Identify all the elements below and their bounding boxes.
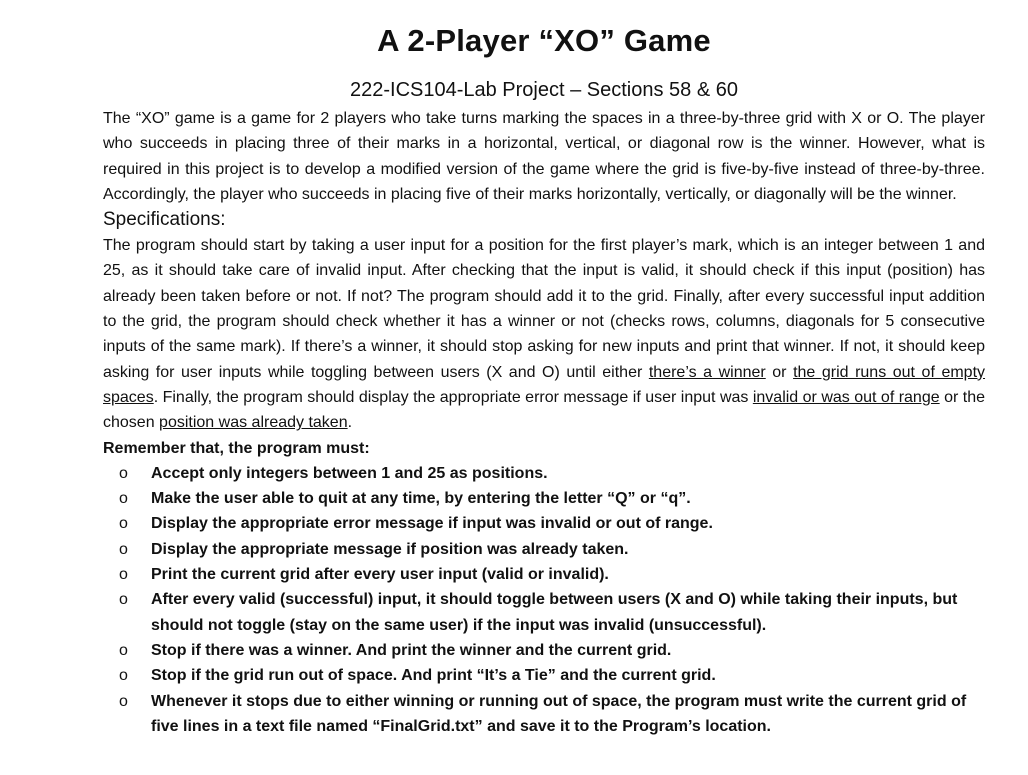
list-item xyxy=(103,562,985,587)
document-page xyxy=(103,18,985,739)
list-item xyxy=(103,638,985,663)
requirements-list xyxy=(103,461,985,739)
bullet-icon: o xyxy=(119,540,128,558)
list-item xyxy=(103,537,985,562)
bullet-icon: o xyxy=(119,667,128,685)
list-item xyxy=(103,587,985,638)
list-item xyxy=(103,486,985,511)
list-item xyxy=(103,689,985,740)
bullet-icon: o xyxy=(119,490,128,508)
bullet-icon: o xyxy=(119,591,128,609)
list-item xyxy=(103,511,985,536)
underlined-phrase: there’s a winner xyxy=(648,363,766,381)
underlined-phrase: the grid runs out of empty spaces xyxy=(103,363,986,406)
list-item-text: Whenever it stops due to either winning or running out of space, the program must write the current grid of five lines in a text file named “FinalGrid.txt” and save it to the Program’s location. xyxy=(151,692,967,735)
list-item-text: Stop if there was a winner. And print the winner and the current grid. xyxy=(151,641,672,659)
list-item-text: After every valid (successful) input, it should toggle between users (X and O) while taking their inputs, but should not toggle (stay on the same user) if the input was invalid (unsuccessful). xyxy=(151,591,958,634)
list-item-text: Print the current grid after every user input (valid or invalid). xyxy=(151,566,609,584)
list-item xyxy=(103,663,985,688)
bullet-icon: o xyxy=(119,515,128,533)
underlined-phrase: position was already taken xyxy=(159,414,348,432)
list-item-text: Accept only integers between 1 and 25 as positions. xyxy=(151,464,548,482)
underlined-phrase: invalid or was out of range xyxy=(752,388,940,406)
requirements-heading: Remember that, the program must: xyxy=(103,439,370,457)
list-item xyxy=(103,461,985,486)
bullet-icon: o xyxy=(119,566,128,584)
bullet-icon: o xyxy=(119,641,128,659)
spec-text: . xyxy=(347,414,353,432)
page-title: A 2-Player “XO” Game xyxy=(377,23,711,58)
bullet-icon: o xyxy=(119,692,128,710)
list-item-text: Stop if the grid run out of space. And print “It’s a Tie” and the current grid. xyxy=(151,667,716,685)
specifications-heading: Specifications: xyxy=(103,209,226,231)
intro-paragraph: The “XO” game is a game for 2 players who take turns marking the spaces in a three-by-three grid with X or O. The player who succeeds in placing three of their marks in a horizontal, vertical, or diagonal row is the winner. However, what is required in this project is to develop a modified version of the game where the grid is five-by-five instead of three-by-three. Accordingly, the player who succeeds in placing five of their marks horizontally, vertically, or diagonally will be the winner. xyxy=(103,110,985,203)
spec-text: . Finally, the program should display the appropriate error message if user input was xyxy=(153,388,753,406)
specifications-paragraph xyxy=(103,233,985,435)
spec-text: or the chosen xyxy=(103,388,986,432)
list-item-text: Make the user able to quit at any time, by entering the letter “Q” or “q”. xyxy=(151,490,691,508)
list-item-text: Display the appropriate error message if input was invalid or out of range. xyxy=(151,515,713,533)
list-item-text: Display the appropriate message if position was already taken. xyxy=(151,540,629,558)
spec-text: The program should start by taking a user input for a position for the first player’s mark, which is an integer between 1 and 25, as it should take care of invalid input. After checking that the input is valid, it should check if this input (position) has already been taken before or not. If not? The program should add it to the grid. Finally, after every successful input addition to the grid, the program should check whether it has a winner or not (checks rows, columns, diagonals for 5 consecutive inputs of the same mark). If there’s a winner, it should stop asking for new inputs and print that winner. If not, it should keep asking for user inputs while toggling between users (X and O) until either xyxy=(103,237,985,381)
page-subtitle: 222-ICS104-Lab Project – Sections 58 & 60 xyxy=(349,79,739,101)
bullet-icon: o xyxy=(119,464,128,482)
spec-text: or xyxy=(765,363,794,381)
